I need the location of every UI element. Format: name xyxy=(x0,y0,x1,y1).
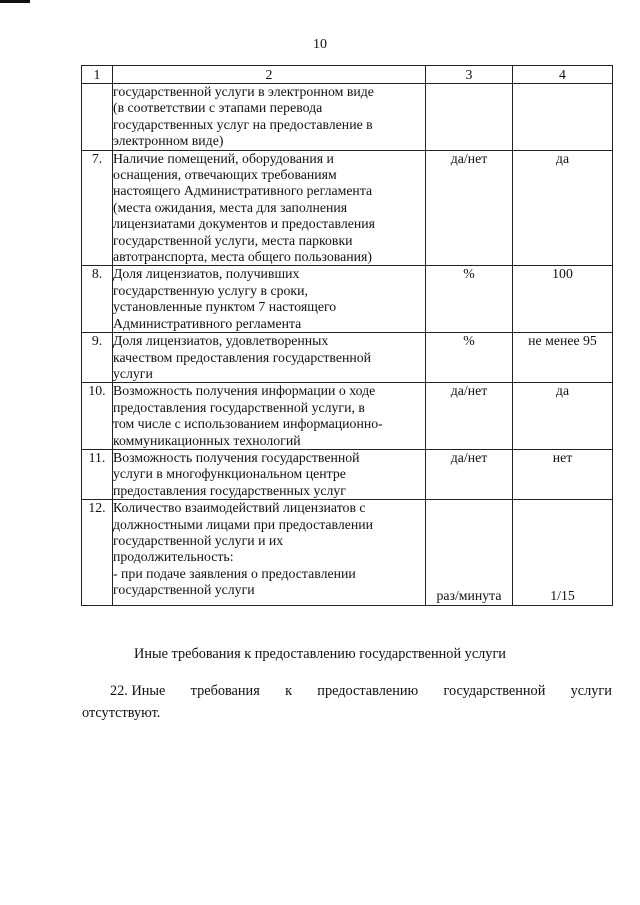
table-header-row xyxy=(82,66,613,84)
paragraph-word: к xyxy=(285,683,293,699)
row-unit xyxy=(426,150,513,266)
row-number: 12. xyxy=(82,500,113,605)
unit-text: % xyxy=(463,266,475,282)
description-line: коммуникационных технологий xyxy=(113,432,301,448)
description-line: Возможность получения государственной xyxy=(113,449,360,465)
table-row xyxy=(82,84,613,151)
paragraph-first-line xyxy=(82,680,612,702)
description-line: настоящего Административного регламента xyxy=(113,183,373,199)
row-unit xyxy=(426,84,513,151)
description-line: качеством предоставления государственной xyxy=(113,349,372,365)
row-value xyxy=(513,383,613,450)
row-description xyxy=(113,84,426,151)
unit-text: да/нет xyxy=(450,449,488,465)
row-description xyxy=(113,266,426,333)
row-description xyxy=(113,150,426,266)
unit-text: да/нет xyxy=(450,150,488,166)
description-line: автотранспорта, места общего пользования) xyxy=(113,249,372,265)
description-line: электронном виде) xyxy=(113,133,224,149)
row-number: 10. xyxy=(82,383,113,450)
description-line: (в соответствии с этапами перевода xyxy=(113,100,323,116)
row-description xyxy=(113,500,426,605)
row-description xyxy=(113,449,426,499)
description-line: государственной услуги и их xyxy=(113,532,284,548)
table-row xyxy=(82,266,613,333)
unit-text: раз/минута xyxy=(436,588,502,604)
value-text: да xyxy=(555,383,570,399)
value-text: 100 xyxy=(552,266,573,282)
row-number: 11. xyxy=(82,449,113,499)
unit-text: % xyxy=(463,333,475,349)
value-text: да xyxy=(555,150,570,166)
requirements-table xyxy=(81,65,613,606)
value-text: не менее 95 xyxy=(528,333,597,349)
header-cell-4: 4 xyxy=(513,66,613,84)
description-line: предоставления государственных услуг xyxy=(113,482,346,498)
row-number: 7. xyxy=(82,150,113,266)
table-body xyxy=(82,66,613,606)
row-unit xyxy=(426,333,513,383)
description-line: услуги xyxy=(113,365,153,381)
table-row xyxy=(82,383,613,450)
paragraph-word: требования xyxy=(190,683,260,699)
row-value xyxy=(513,150,613,266)
description-line: предоставления государственной услуги, в xyxy=(113,399,365,415)
paragraph-word: 22. Иные xyxy=(110,683,166,699)
row-value xyxy=(513,500,613,605)
header-cell-1: 1 xyxy=(82,66,113,84)
row-unit xyxy=(426,383,513,450)
description-line: Количество взаимодействий лицензиатов с xyxy=(113,500,366,516)
header-cell-2: 2 xyxy=(113,66,426,84)
table-row xyxy=(82,500,613,605)
description-line: Возможность получения информации о ходе xyxy=(113,383,376,399)
description-line: должностными лицами при предоставлении xyxy=(113,516,374,532)
description-line: государственную услугу в сроки, xyxy=(113,282,308,298)
description-line: том числе с использованием информационно- xyxy=(113,416,383,432)
paragraph-word: предоставлению xyxy=(317,683,419,699)
description-line: государственной услуги в электронном виде xyxy=(113,84,374,99)
value-text: 1/15 xyxy=(550,588,575,604)
paragraph-word: услуги xyxy=(570,683,612,699)
table-row xyxy=(82,449,613,499)
description-line: (места ожидания, места для заполнения xyxy=(113,199,348,215)
row-description xyxy=(113,383,426,450)
table-row xyxy=(82,333,613,383)
row-unit xyxy=(426,266,513,333)
description-line: установленные пунктом 7 настоящего xyxy=(113,299,337,315)
description-line: Доля лицензиатов, получивших xyxy=(113,266,300,282)
corner-mark xyxy=(0,0,30,3)
description-line: оснащения, отвечающих требованиям xyxy=(113,167,337,183)
section-heading: Иные требования к предоставлению государственной услуги xyxy=(134,646,506,662)
description-line: государственной услуги xyxy=(113,582,255,598)
row-number: 9. xyxy=(82,333,113,383)
row-description xyxy=(113,333,426,383)
description-line: - при подаче заявления о предоставлении xyxy=(113,565,356,581)
description-line: Доля лицензиатов, удовлетворенных xyxy=(113,333,329,349)
description-line: государственных услуг на предоставление в xyxy=(113,116,373,132)
paragraph-word: государственной xyxy=(443,683,546,699)
row-number xyxy=(82,84,113,151)
description-line: Наличие помещений, оборудования и xyxy=(113,150,334,166)
header-cell-3: 3 xyxy=(426,66,513,84)
value-text: нет xyxy=(552,449,573,465)
row-value xyxy=(513,266,613,333)
row-unit xyxy=(426,449,513,499)
row-unit xyxy=(426,500,513,605)
paragraph-22 xyxy=(82,680,612,724)
unit-text: да/нет xyxy=(450,383,488,399)
row-number: 8. xyxy=(82,266,113,333)
table-row xyxy=(82,150,613,266)
row-value xyxy=(513,333,613,383)
description-line: услуги в многофункциональном центре xyxy=(113,466,346,482)
description-line: Административного регламента xyxy=(113,315,302,331)
description-line: лицензиатами документов и предоставления xyxy=(113,216,375,232)
page-number: 10 xyxy=(313,37,327,52)
description-line: государственной услуги, места парковки xyxy=(113,232,353,248)
description-line: продолжительность: xyxy=(113,549,234,565)
row-value xyxy=(513,449,613,499)
paragraph-last-line: отсутствуют. xyxy=(82,705,161,721)
row-value xyxy=(513,84,613,151)
